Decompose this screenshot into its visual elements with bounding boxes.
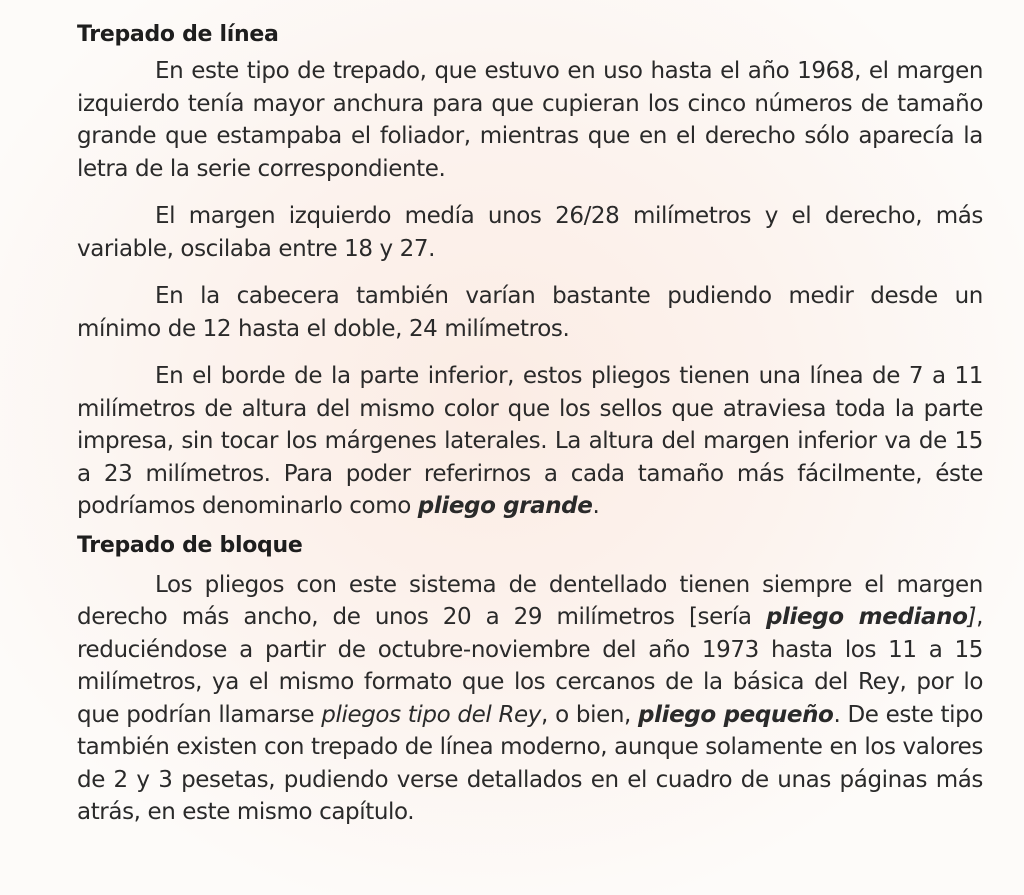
paragraph-text: Los pliegos con este sistema de dentellado tienen siempre el margen derecho más ancho, de unos 20 a 29 milímetros [sería (77, 571, 983, 630)
paragraph-text: , o bien, (541, 701, 639, 728)
term-pliegos-tipo-del-rey: pliegos tipo del Rey (321, 701, 542, 728)
paragraph: En este tipo de trepado, que estuvo en uso hasta el año 1968, el margen izquierdo tenía mayor anchura para que cupieran los cinco números de tamaño grande que estampaba el foliador, mientras que en el derecho sólo aparecía la letra de la serie correspondiente. (77, 58, 983, 182)
term-pliego-mediano: pliego mediano (765, 604, 968, 630)
paragraph-text: , reduciéndose a partir de octubre-noviembre del año 1973 hasta los 11 a 15 milímetros, ya el mismo formato que los cercanos de la básica del Rey, por lo que podrían llamarse (77, 604, 983, 728)
paragraph-text: . De este tipo también existen con trepado de línea moderno, aunque solamente en los valores de 2 y 3 pesetas, pudiendo verse detallados en el cuadro de unas páginas más atrás, en este mismo capítulo. (77, 701, 983, 825)
paragraph-text: . (592, 493, 600, 519)
document-body (77, 22, 983, 829)
term-pliego-pequeno: pliego pequeño (638, 701, 834, 728)
term-pliego-grande: pliego grande (417, 493, 593, 519)
paragraph: El margen izquierdo medía unos 26/28 milímetros y el derecho, más variable, oscilaba entre 18 y 27. (77, 203, 983, 262)
paragraph (77, 569, 983, 829)
bracket-close-mark: ] (967, 604, 977, 630)
paragraph: En la cabecera también varían bastante pudiendo medir desde un mínimo de 12 hasta el doble, 24 milímetros. (77, 283, 983, 342)
section-heading-trepado-de-linea: Trepado de línea (77, 22, 279, 47)
section-heading-trepado-de-bloque: Trepado de bloque (77, 532, 303, 558)
paragraph-text: En el borde de la parte inferior, estos pliegos tienen una línea de 7 a 11 milímetros de altura del mismo color que los sellos que atraviesa toda la parte impresa, sin tocar los márgenes laterales. La altura del margen inferior va de 15 a 23 milímetros. Para poder referirnos a cada tamaño más fácilmente, éste podríamos denominarlo como (77, 363, 983, 519)
paragraph (77, 360, 983, 523)
